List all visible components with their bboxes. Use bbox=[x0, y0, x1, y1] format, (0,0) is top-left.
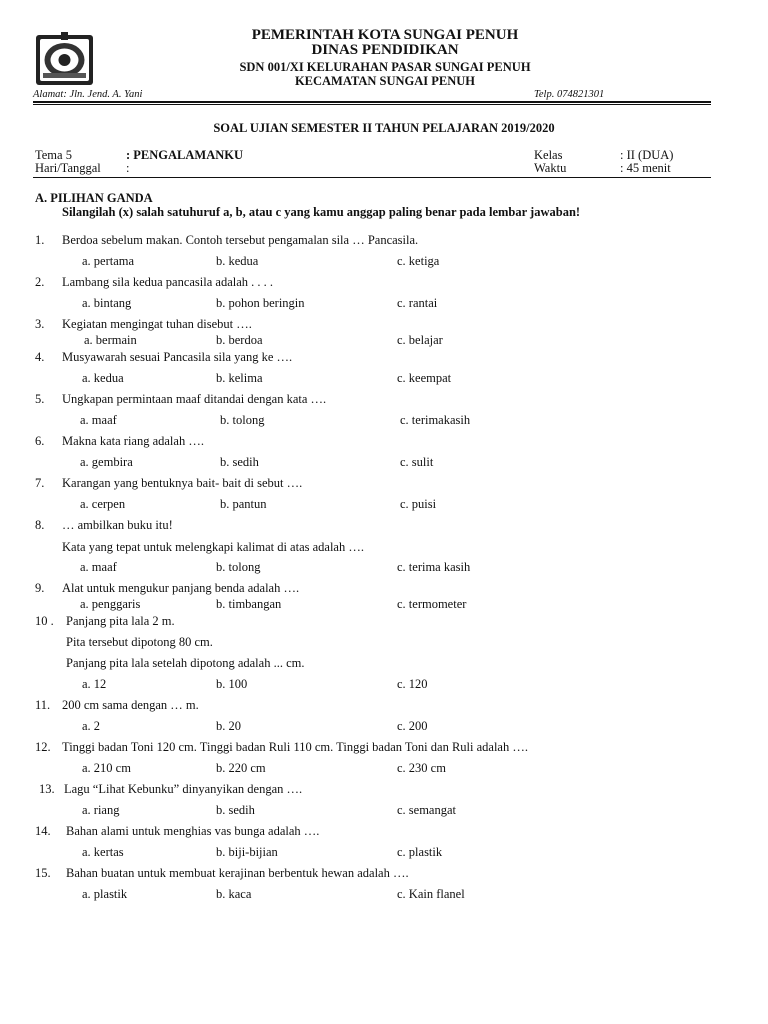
question-text: Tinggi badan Toni 120 cm. Tinggi badan Ruli 110 cm. Tinggi badan Toni dan Ruli adalah …. bbox=[62, 740, 528, 754]
option-a: a. penggaris bbox=[80, 597, 141, 611]
question-number: 11. bbox=[35, 698, 51, 712]
option-c: c. keempat bbox=[397, 371, 452, 385]
option-c: c. 120 bbox=[397, 677, 428, 691]
question-number: 13. bbox=[39, 782, 55, 796]
option-b: b. 20 bbox=[216, 719, 241, 733]
option-b: b. sedih bbox=[220, 455, 259, 469]
option-c: c. ketiga bbox=[397, 254, 440, 268]
question-number: 4. bbox=[35, 350, 45, 364]
option-b: b. timbangan bbox=[216, 597, 282, 611]
option-b: b. kelima bbox=[216, 371, 263, 385]
question-text: Lagu “Lihat Kebunku” dinyanyikan dengan …. bbox=[64, 782, 303, 796]
option-a: a. plastik bbox=[82, 887, 128, 901]
option-a: a. kedua bbox=[82, 371, 124, 385]
school-name: SDN 001/XI KELURAHAN PASAR SUNGAI PENUH bbox=[239, 60, 531, 74]
question-number: 7. bbox=[35, 476, 45, 490]
option-b: b. 100 bbox=[216, 677, 248, 691]
option-c: c. terima kasih bbox=[397, 560, 471, 574]
option-c: c. termometer bbox=[397, 597, 467, 611]
school-logo bbox=[33, 29, 96, 87]
option-c: c. plastik bbox=[397, 845, 443, 859]
question-number: 14. bbox=[35, 824, 51, 838]
option-a: a. bintang bbox=[82, 296, 132, 310]
option-a: a. bermain bbox=[84, 333, 137, 347]
option-b: b. kedua bbox=[216, 254, 259, 268]
question-text: Ungkapan permintaan maaf ditandai dengan kata …. bbox=[62, 392, 327, 406]
question-number: 8. bbox=[35, 518, 45, 532]
question-text: Berdoa sebelum makan. Contoh tersebut pengamalan sila … Pancasila. bbox=[62, 233, 419, 247]
option-c: c. semangat bbox=[397, 803, 457, 817]
question-number: 10 . bbox=[35, 614, 54, 628]
question-text: Panjang pita lala setelah dipotong adalah ... cm. bbox=[66, 656, 305, 670]
question-text: Bahan buatan untuk membuat kerajinan berbentuk hewan adalah …. bbox=[66, 866, 409, 880]
option-c: c. puisi bbox=[400, 497, 437, 511]
kelas-value: : II (DUA) bbox=[620, 148, 674, 162]
waktu-value: : 45 menit bbox=[620, 161, 671, 175]
tema-label: Tema 5 bbox=[35, 148, 72, 162]
option-a: a. maaf bbox=[80, 413, 117, 427]
option-a: a. gembira bbox=[80, 455, 133, 469]
option-b: b. pantun bbox=[220, 497, 267, 511]
question-number: 3. bbox=[35, 317, 45, 331]
option-a: a. maaf bbox=[80, 560, 117, 574]
question-number: 5. bbox=[35, 392, 45, 406]
option-c: c. rantai bbox=[397, 296, 438, 310]
option-a: a. riang bbox=[82, 803, 120, 817]
district-name: KECAMATAN SUNGAI PENUH bbox=[294, 74, 476, 88]
option-b: b. tolong bbox=[220, 413, 265, 427]
question-text: Bahan alami untuk menghias vas bunga adalah …. bbox=[66, 824, 320, 838]
question-text: Kegiatan mengingat tuhan disebut …. bbox=[62, 317, 252, 331]
question-text: Alat untuk mengukur panjang benda adalah …. bbox=[62, 581, 300, 595]
option-c: c. terimakasih bbox=[400, 413, 471, 427]
option-a: a. pertama bbox=[82, 254, 135, 268]
waktu-label: Waktu bbox=[534, 161, 567, 175]
info-rule bbox=[33, 177, 711, 178]
question-number: 2. bbox=[35, 275, 45, 289]
section-instruction: Silangilah (x) salah satuhuruf a, b, atau c yang kamu anggap paling benar pada lembar jawaban! bbox=[62, 205, 581, 219]
option-c: c. belajar bbox=[397, 333, 443, 347]
question-number: 12. bbox=[35, 740, 51, 754]
question-text: Karangan yang bentuknya bait- bait di sebut …. bbox=[62, 476, 303, 490]
question-text: … ambilkan buku itu! bbox=[62, 518, 173, 532]
option-b: b. biji-bijian bbox=[216, 845, 278, 859]
option-a: a. 2 bbox=[82, 719, 101, 733]
question-text: Kata yang tepat untuk melengkapi kalimat di atas adalah …. bbox=[62, 540, 364, 554]
option-a: a. kertas bbox=[82, 845, 124, 859]
option-c: c. 200 bbox=[397, 719, 428, 733]
hari-label: Hari/Tanggal bbox=[35, 161, 101, 175]
option-a: a. cerpen bbox=[80, 497, 126, 511]
question-text: Panjang pita lala 2 m. bbox=[66, 614, 175, 628]
department-name: DINAS PENDIDIKAN bbox=[311, 42, 459, 58]
question-text: Lambang sila kedua pancasila adalah . . . . bbox=[62, 275, 274, 289]
hari-value: : bbox=[126, 161, 130, 175]
question-text: Musyawarah sesuai Pancasila sila yang ke …. bbox=[62, 350, 293, 364]
option-c: c. sulit bbox=[400, 455, 434, 469]
question-text: Makna kata riang adalah …. bbox=[62, 434, 204, 448]
section-title: A. PILIHAN GANDA bbox=[35, 191, 153, 205]
question-number: 6. bbox=[35, 434, 45, 448]
option-b: b. berdoa bbox=[216, 333, 263, 347]
phone: Telp. 074821301 bbox=[534, 89, 605, 100]
question-text: 200 cm sama dengan … m. bbox=[62, 698, 199, 712]
question-text: Pita tersebut dipotong 80 cm. bbox=[66, 635, 213, 649]
option-b: b. 220 cm bbox=[216, 761, 266, 775]
address: Alamat: Jln. Jend. A. Yani bbox=[33, 89, 143, 100]
question-number: 15. bbox=[35, 866, 51, 880]
kelas-label: Kelas bbox=[534, 148, 563, 162]
option-c: c. 230 cm bbox=[397, 761, 446, 775]
option-a: a. 12 bbox=[82, 677, 107, 691]
option-b: b. tolong bbox=[216, 560, 261, 574]
option-a: a. 210 cm bbox=[82, 761, 131, 775]
exam-title: SOAL UJIAN SEMESTER II TAHUN PELAJARAN 2019/2020 bbox=[213, 121, 555, 135]
option-b: b. pohon beringin bbox=[216, 296, 305, 310]
header-rule-thin bbox=[33, 104, 711, 105]
option-b: b. sedih bbox=[216, 803, 255, 817]
govt-name: PEMERINTAH KOTA SUNGAI PENUH bbox=[251, 27, 519, 43]
header-rule-thick bbox=[33, 101, 711, 103]
option-b: b. kaca bbox=[216, 887, 252, 901]
option-c: c. Kain flanel bbox=[397, 887, 465, 901]
question-number: 1. bbox=[35, 233, 45, 247]
tema-value: : PENGALAMANKU bbox=[126, 148, 244, 162]
question-number: 9. bbox=[35, 581, 45, 595]
